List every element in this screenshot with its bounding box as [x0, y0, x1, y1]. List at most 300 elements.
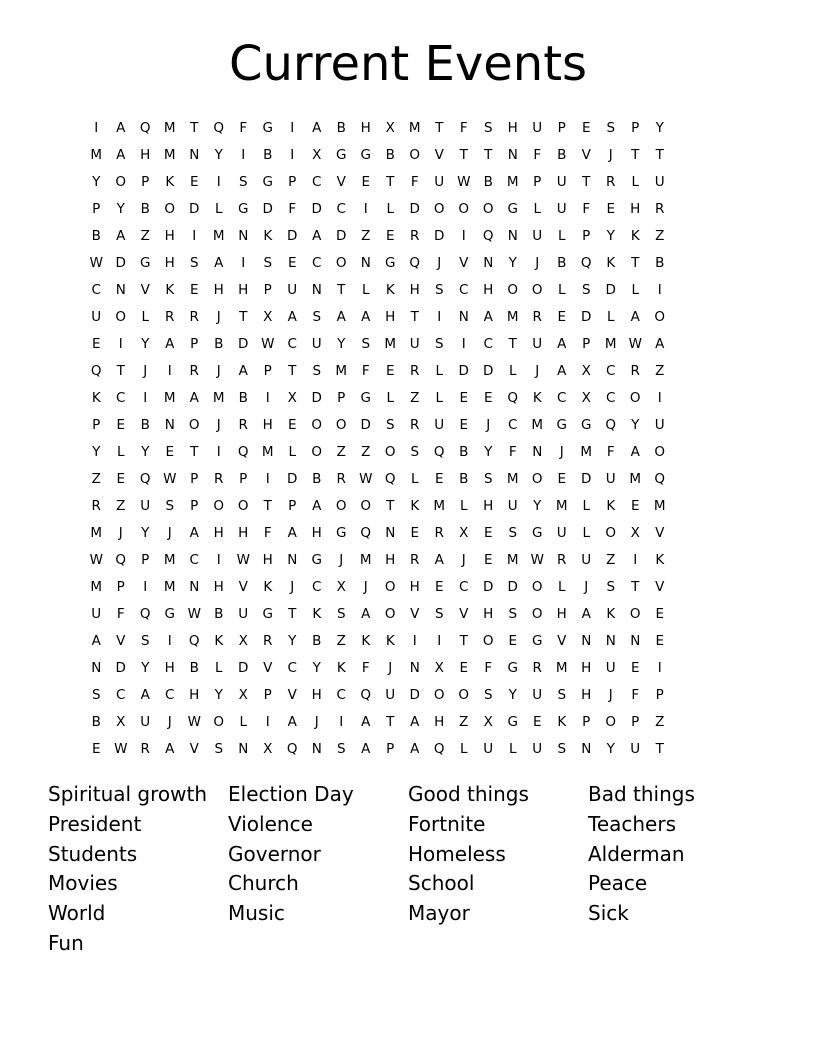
grid-letter: J [486, 416, 491, 433]
grid-letter: Y [141, 335, 150, 352]
grid-letter: Q [360, 686, 372, 703]
word-list-item: Church [228, 871, 299, 896]
grid-letter: Z [606, 551, 616, 568]
grid-letter: Y [631, 416, 640, 433]
grid-letter: O [531, 578, 543, 595]
grid-row [84, 519, 732, 546]
grid-letter: A [434, 551, 444, 568]
grid-row [84, 438, 732, 465]
grid-letter: N [483, 254, 494, 271]
grid-letter: H [213, 578, 224, 595]
grid-letter: R [336, 470, 346, 487]
grid-letter: G [385, 254, 396, 271]
grid-letter: B [459, 443, 469, 460]
grid-letter: Y [655, 119, 664, 136]
grid-letter: M [90, 524, 103, 541]
grid-letter: K [361, 632, 371, 649]
grid-letter: N [238, 227, 249, 244]
grid-letter: M [261, 443, 274, 460]
grid-letter: F [631, 686, 640, 703]
grid-letter: V [581, 146, 591, 163]
grid-letter: P [288, 173, 297, 190]
grid-letter: X [581, 362, 591, 379]
grid-letter: E [91, 335, 101, 352]
grid-letter: M [629, 470, 642, 487]
grid-letter: T [631, 254, 640, 271]
grid-letter: K [385, 632, 395, 649]
grid-letter: P [141, 551, 150, 568]
grid-letter: I [363, 200, 368, 217]
grid-letter: K [385, 281, 395, 298]
word-list-item: Good things [408, 782, 529, 806]
grid-letter: N [311, 740, 322, 757]
grid-letter: P [631, 713, 640, 730]
grid-letter: N [630, 632, 641, 649]
grid-row [84, 465, 732, 492]
grid-letter: H [262, 551, 273, 568]
grid-letter: S [189, 254, 199, 271]
grid-letter: M [653, 497, 666, 514]
grid-letter: U [311, 335, 322, 352]
grid-letter: F [239, 119, 248, 136]
grid-letter: R [410, 362, 420, 379]
grid-letter: R [238, 416, 248, 433]
grid-letter: D [287, 470, 298, 487]
grid-letter: P [116, 578, 125, 595]
grid-letter: W [187, 605, 201, 622]
grid-letter: O [654, 308, 666, 325]
grid-letter: Q [286, 740, 298, 757]
grid-letter: S [606, 119, 616, 136]
grid-letter: L [631, 281, 640, 298]
grid-letter: N [115, 281, 126, 298]
grid-letter: G [262, 605, 273, 622]
grid-letter: H [311, 686, 322, 703]
grid-letter: E [189, 281, 199, 298]
grid-letter: D [238, 659, 249, 676]
grid-letter: E [508, 632, 518, 649]
grid-letter: G [532, 524, 543, 541]
grid-letter: G [336, 524, 347, 541]
grid-letter: M [212, 389, 225, 406]
grid-letter: A [312, 119, 322, 136]
grid-letter: X [238, 632, 248, 649]
grid-letter: D [581, 308, 592, 325]
grid-letter: D [287, 227, 298, 244]
grid-letter: W [89, 551, 103, 568]
grid-letter: L [557, 281, 566, 298]
grid-letter: H [581, 686, 592, 703]
grid-letter: C [459, 578, 469, 595]
grid-letter: T [190, 119, 199, 136]
grid-letter: F [484, 659, 493, 676]
grid-letter: H [311, 524, 322, 541]
grid-letter: E [483, 389, 493, 406]
grid-letter: V [287, 686, 297, 703]
grid-letter: R [189, 308, 199, 325]
grid-letter: C [336, 200, 346, 217]
grid-letter: B [189, 659, 199, 676]
grid-letter: Q [139, 119, 151, 136]
grid-letter: C [312, 254, 322, 271]
grid-letter: D [336, 227, 347, 244]
grid-letter: J [363, 578, 368, 595]
grid-letter: A [361, 308, 371, 325]
grid-letter: L [214, 200, 223, 217]
grid-letter: V [434, 146, 444, 163]
grid-letter: U [287, 281, 298, 298]
grid-letter: I [461, 335, 466, 352]
grid-letter: B [140, 200, 150, 217]
grid-letter: I [290, 119, 295, 136]
grid-letter: J [216, 308, 221, 325]
grid-row [84, 654, 732, 681]
grid-letter: Q [433, 740, 445, 757]
grid-letter: S [434, 335, 444, 352]
grid-row [84, 357, 732, 384]
grid-letter: T [116, 362, 125, 379]
grid-letter: O [605, 524, 617, 541]
grid-letter: M [604, 335, 617, 352]
grid-letter: Q [213, 119, 225, 136]
grid-letter: I [265, 713, 270, 730]
grid-letter: N [311, 281, 322, 298]
grid-letter: U [140, 497, 151, 514]
grid-row [84, 168, 732, 195]
grid-letter: G [507, 200, 518, 217]
grid-letter: O [433, 686, 445, 703]
grid-letter: E [361, 173, 371, 190]
grid-letter: T [386, 713, 395, 730]
grid-letter: G [262, 119, 273, 136]
grid-letter: L [386, 200, 395, 217]
grid-letter: S [508, 524, 518, 541]
grid-letter: E [410, 524, 420, 541]
grid-row [84, 627, 732, 654]
grid-row [84, 411, 732, 438]
grid-letter: C [606, 362, 616, 379]
grid-row [84, 195, 732, 222]
grid-letter: H [385, 551, 396, 568]
grid-letter: U [581, 551, 592, 568]
grid-letter: S [483, 119, 493, 136]
word-list-item: Governor [228, 841, 321, 866]
grid-letter: K [630, 227, 640, 244]
grid-letter: T [386, 173, 395, 190]
grid-letter: M [163, 578, 176, 595]
grid-letter: O [213, 497, 225, 514]
grid-letter: N [287, 551, 298, 568]
grid-letter: V [140, 281, 150, 298]
grid-letter: A [312, 497, 322, 514]
grid-letter: O [188, 416, 200, 433]
grid-letter: M [433, 497, 446, 514]
grid-letter: E [434, 578, 444, 595]
word-list-item: Alderman [588, 841, 685, 866]
grid-letter: M [555, 659, 568, 676]
grid-letter: W [163, 470, 177, 487]
grid-letter: R [189, 362, 199, 379]
word-list-item: Spiritual growth [48, 782, 208, 806]
grid-letter: E [434, 470, 444, 487]
grid-letter: O [409, 146, 421, 163]
word-list-item: World [48, 901, 106, 926]
grid-letter: S [483, 686, 493, 703]
grid-letter: D [115, 659, 126, 676]
grid-letter: A [361, 605, 371, 622]
grid-row [84, 222, 732, 249]
page-title: Current Events [228, 36, 588, 92]
grid-letter: V [410, 605, 420, 622]
grid-letter: I [437, 308, 442, 325]
grid-letter: J [216, 362, 221, 379]
grid-letter: G [532, 632, 543, 649]
grid-letter: R [655, 200, 665, 217]
grid-letter: L [214, 659, 223, 676]
grid-letter: E [165, 443, 175, 460]
grid-letter: N [532, 443, 543, 460]
grid-letter: Y [214, 686, 223, 703]
grid-letter: W [89, 254, 103, 271]
grid-letter: E [91, 740, 101, 757]
grid-letter: J [216, 416, 221, 433]
grid-letter: K [263, 578, 273, 595]
grid-letter: U [556, 200, 567, 217]
grid-letter: I [657, 659, 662, 676]
grid-letter: E [459, 416, 469, 433]
grid-letter: H [409, 281, 420, 298]
grid-letter: L [631, 173, 640, 190]
grid-letter: Q [384, 470, 396, 487]
grid-letter: E [385, 362, 395, 379]
grid-letter: J [388, 659, 393, 676]
grid-letter: A [630, 308, 640, 325]
grid-letter: E [557, 470, 567, 487]
grid-letter: U [630, 740, 641, 757]
grid-letter: X [287, 389, 297, 406]
word-list-item: Fortnite [408, 811, 486, 836]
grid-letter: L [435, 362, 444, 379]
grid-letter: A [336, 308, 346, 325]
grid-letter: U [654, 416, 665, 433]
grid-letter: A [655, 335, 665, 352]
grid-letter: D [434, 227, 445, 244]
grid-letter: N [164, 416, 175, 433]
grid-letter: A [410, 713, 420, 730]
grid-letter: W [628, 335, 642, 352]
grid-letter: J [535, 362, 540, 379]
grid-letter: H [507, 119, 518, 136]
grid-row [84, 384, 732, 411]
grid-letter: I [143, 389, 148, 406]
grid-letter: O [115, 308, 127, 325]
grid-letter: N [189, 146, 200, 163]
grid-letter: I [216, 443, 221, 460]
grid-letter: I [167, 362, 172, 379]
grid-letter: E [287, 254, 297, 271]
grid-letter: M [408, 119, 421, 136]
grid-letter: O [213, 713, 225, 730]
grid-letter: O [433, 200, 445, 217]
grid-letter: A [630, 443, 640, 460]
grid-letter: T [655, 740, 664, 757]
letter-grid [84, 114, 732, 762]
grid-letter: F [533, 146, 542, 163]
grid-letter: G [360, 146, 371, 163]
grid-letter: S [214, 740, 224, 757]
grid-letter: B [336, 119, 346, 136]
grid-letter: P [386, 740, 395, 757]
grid-letter: Y [337, 335, 346, 352]
grid-letter: O [360, 497, 372, 514]
grid-letter: E [459, 659, 469, 676]
grid-letter: Y [141, 659, 150, 676]
grid-letter: P [263, 281, 272, 298]
grid-letter: K [655, 551, 665, 568]
grid-letter: T [239, 308, 248, 325]
grid-letter: W [457, 173, 471, 190]
grid-letter: E [116, 416, 126, 433]
grid-letter: G [311, 551, 322, 568]
grid-letter: Z [655, 713, 665, 730]
grid-letter: D [311, 389, 322, 406]
grid-letter: Q [507, 389, 519, 406]
grid-letter: P [263, 362, 272, 379]
grid-letter: P [582, 335, 591, 352]
grid-letter: Y [214, 146, 223, 163]
grid-letter: S [312, 308, 322, 325]
grid-letter: X [336, 578, 346, 595]
grid-letter: J [339, 551, 344, 568]
grid-letter: B [483, 173, 493, 190]
grid-letter: J [559, 443, 564, 460]
grid-letter: D [189, 200, 200, 217]
grid-letter: X [116, 713, 126, 730]
grid-letter: L [386, 389, 395, 406]
grid-letter: W [114, 740, 128, 757]
grid-letter: O [507, 281, 519, 298]
grid-letter: U [605, 659, 616, 676]
grid-letter: D [483, 362, 494, 379]
grid-letter: S [434, 605, 444, 622]
grid-letter: V [336, 173, 346, 190]
grid-letter: I [241, 254, 246, 271]
grid-letter: Z [459, 713, 469, 730]
grid-letter: O [335, 254, 347, 271]
grid-letter: K [606, 254, 616, 271]
grid-letter: Q [409, 254, 421, 271]
grid-letter: L [459, 497, 468, 514]
grid-letter: O [629, 605, 641, 622]
grid-letter: I [339, 713, 344, 730]
grid-letter: C [557, 389, 567, 406]
grid-letter: T [288, 362, 297, 379]
grid-letter: H [238, 524, 249, 541]
grid-letter: Q [433, 443, 445, 460]
grid-letter: C [459, 281, 469, 298]
grid-letter: K [165, 281, 175, 298]
grid-letter: U [532, 335, 543, 352]
grid-letter: D [483, 578, 494, 595]
word-list-item: Music [228, 901, 285, 926]
grid-letter: Y [606, 740, 615, 757]
grid-letter: Q [605, 416, 617, 433]
grid-letter: W [530, 551, 544, 568]
grid-letter: N [581, 632, 592, 649]
grid-letter: M [384, 335, 397, 352]
grid-letter: P [533, 173, 542, 190]
grid-letter: Z [655, 362, 665, 379]
grid-letter: I [265, 470, 270, 487]
grid-letter: A [361, 713, 371, 730]
grid-letter: D [262, 200, 273, 217]
grid-letter: R [140, 740, 150, 757]
grid-letter: A [91, 632, 101, 649]
grid-letter: X [312, 146, 322, 163]
grid-letter: N [507, 227, 518, 244]
grid-letter: Q [139, 605, 151, 622]
grid-letter: J [167, 524, 172, 541]
grid-letter: B [385, 146, 395, 163]
grid-letter: U [532, 119, 543, 136]
grid-letter: A [557, 362, 567, 379]
grid-letter: H [164, 659, 175, 676]
grid-letter: V [116, 632, 126, 649]
grid-letter: E [655, 605, 665, 622]
grid-letter: B [459, 470, 469, 487]
grid-letter: D [360, 416, 371, 433]
grid-letter: L [459, 740, 468, 757]
grid-letter: L [557, 227, 566, 244]
grid-letter: D [581, 470, 592, 487]
grid-letter: J [608, 686, 613, 703]
grid-letter: N [189, 578, 200, 595]
grid-letter: T [655, 146, 664, 163]
grid-letter: X [581, 389, 591, 406]
grid-letter: H [483, 281, 494, 298]
grid-letter: R [165, 308, 175, 325]
grid-letter: I [216, 551, 221, 568]
grid-letter: U [556, 173, 567, 190]
grid-letter: Z [655, 227, 665, 244]
word-list-item: Sick [588, 901, 629, 926]
grid-letter: M [163, 389, 176, 406]
grid-letter: H [164, 254, 175, 271]
grid-letter: G [336, 146, 347, 163]
grid-letter: D [409, 200, 420, 217]
grid-letter: V [459, 254, 469, 271]
grid-letter: F [116, 605, 125, 622]
grid-letter: B [214, 335, 224, 352]
grid-letter: L [239, 713, 248, 730]
grid-letter: X [263, 740, 273, 757]
grid-letter: R [532, 308, 542, 325]
grid-letter: F [606, 443, 615, 460]
grid-letter: L [557, 578, 566, 595]
grid-letter: U [532, 740, 543, 757]
grid-letter: A [361, 740, 371, 757]
grid-letter: N [507, 146, 518, 163]
grid-letter: L [606, 308, 615, 325]
grid-letter: Q [654, 470, 666, 487]
grid-letter: C [165, 686, 175, 703]
grid-letter: N [581, 740, 592, 757]
grid-letter: M [90, 146, 103, 163]
grid-letter: T [508, 335, 517, 352]
word-list-item: Peace [588, 871, 648, 896]
grid-letter: H [630, 200, 641, 217]
grid-letter: C [483, 335, 493, 352]
